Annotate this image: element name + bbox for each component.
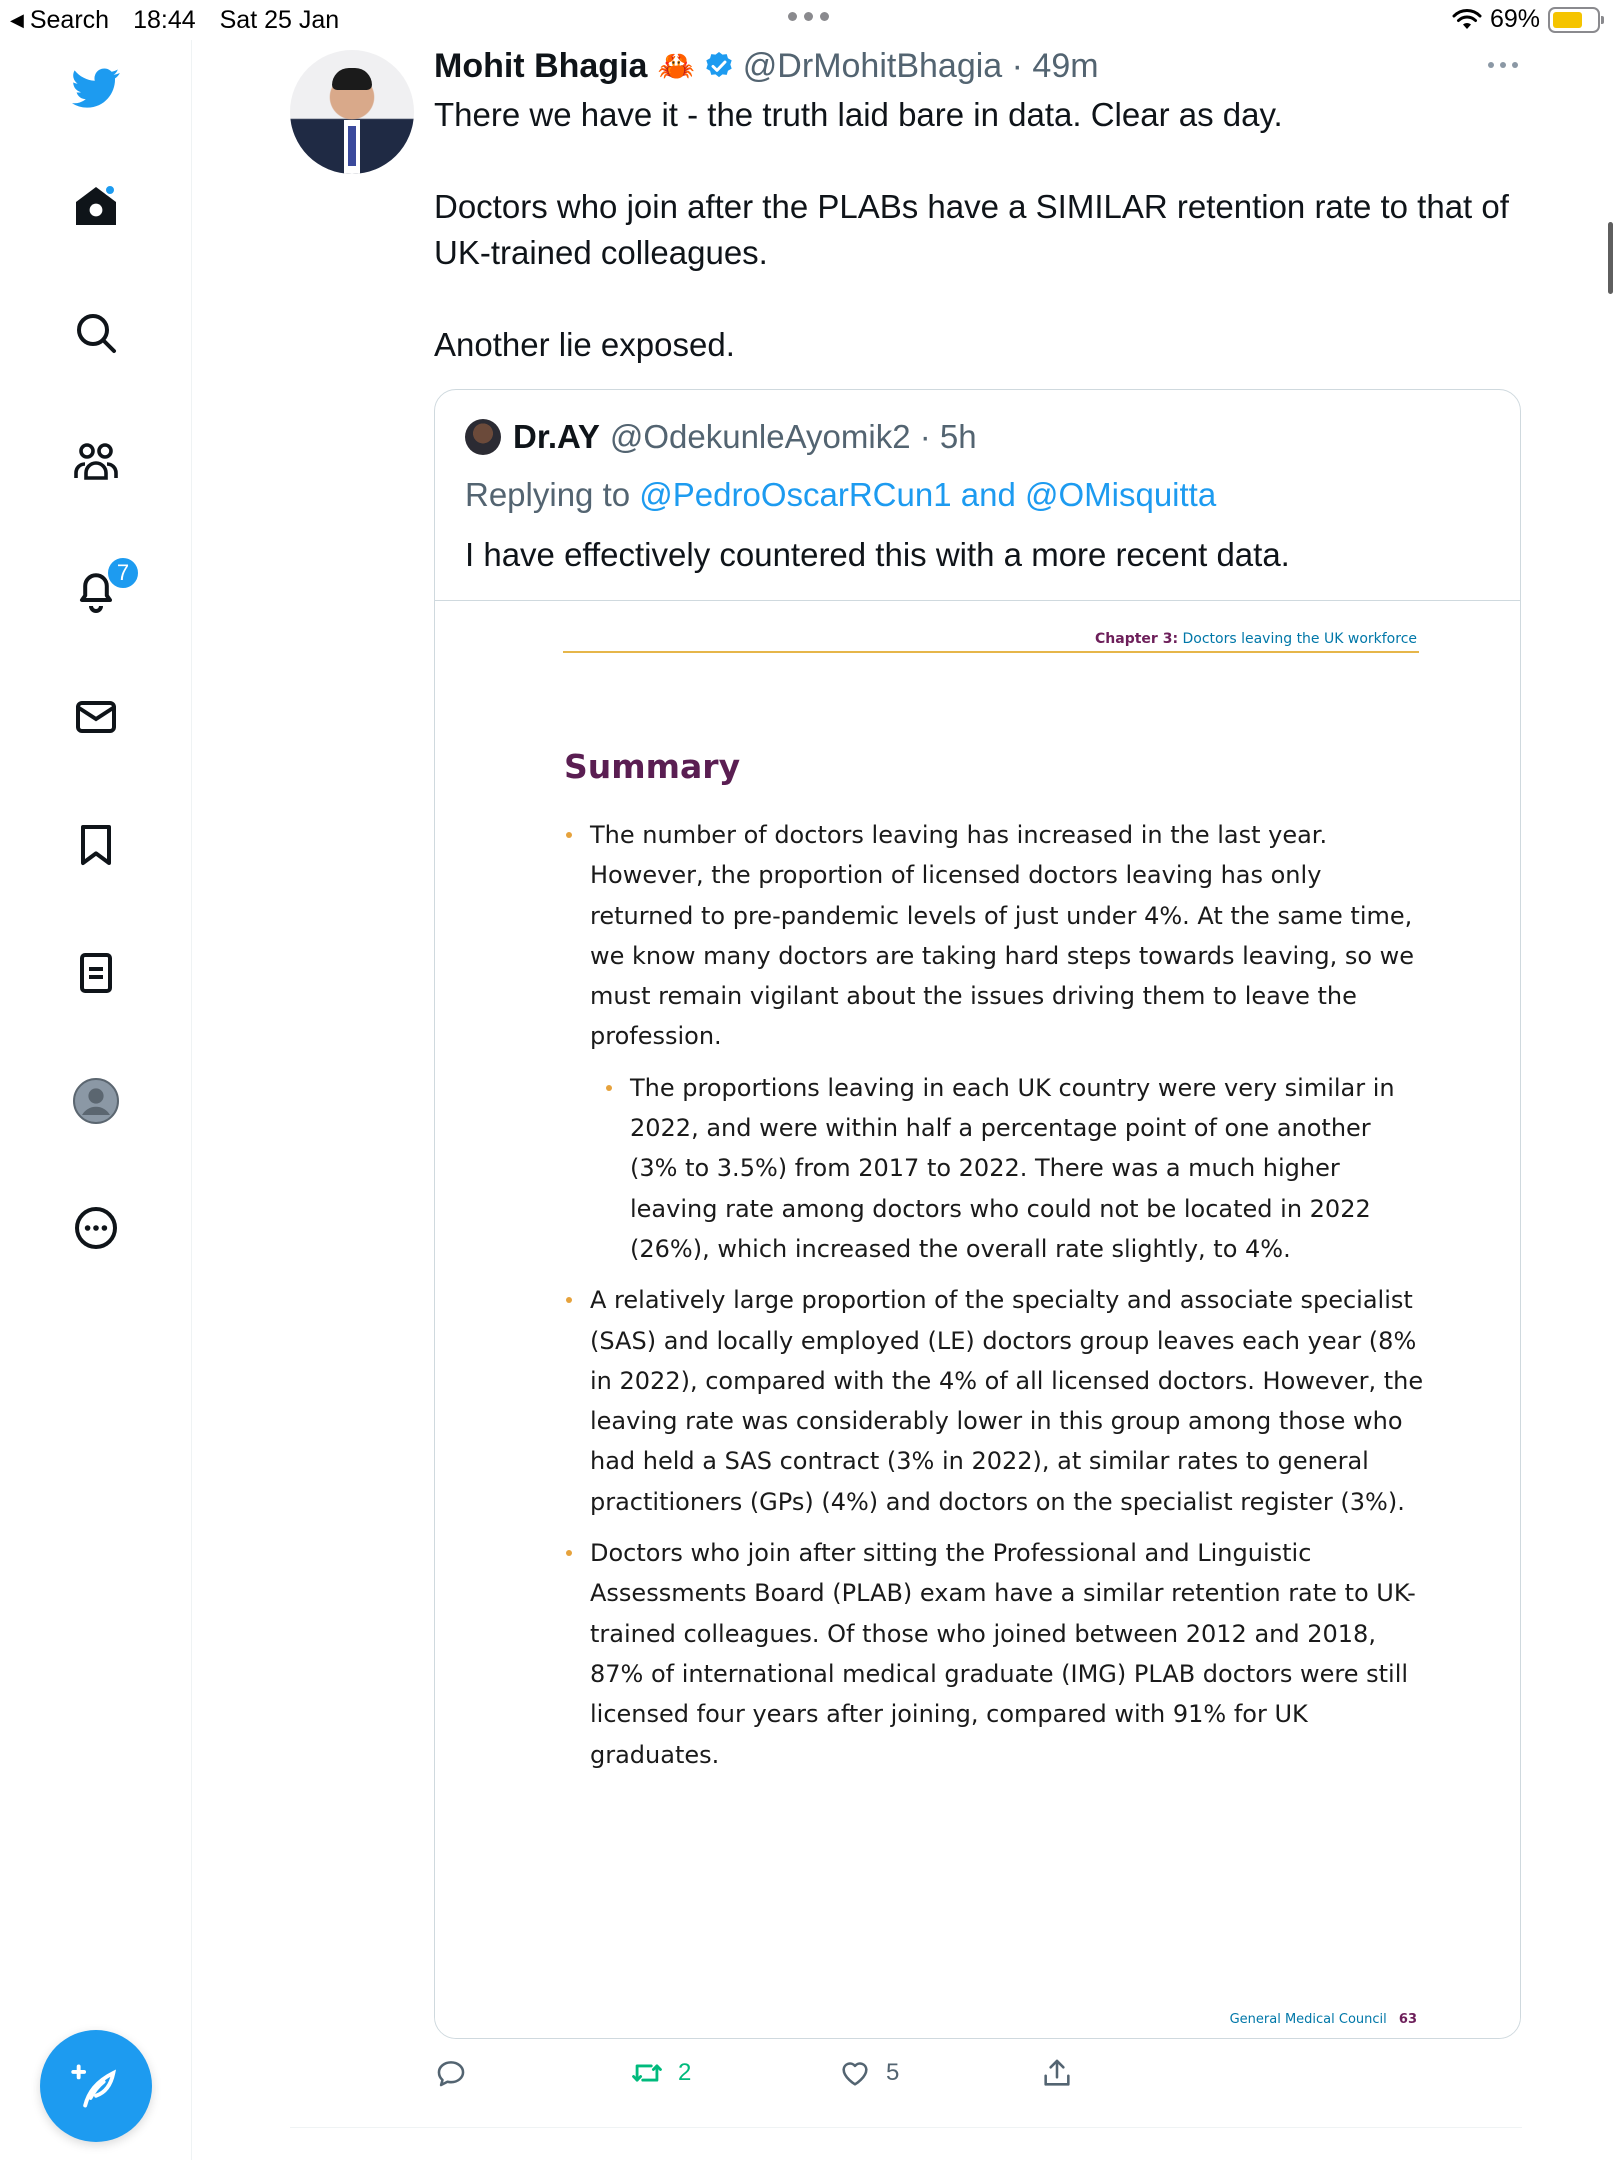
status-bar [0, 0, 1620, 40]
tweet-bottom-divider [290, 2127, 1522, 2128]
wifi-icon [1452, 8, 1482, 32]
doc-bullet-list [564, 815, 1424, 1786]
notifications-badge: 7 [106, 556, 140, 590]
status-time: 18:44 [133, 6, 196, 34]
share-button[interactable] [1040, 2056, 1074, 2090]
reply-icon [434, 2056, 468, 2090]
doc-bullet: The number of doctors leaving has increased in the last year. However, the proportion of licensed doctors leaving has only returned to pre-pandemic levels of just under 4%. At the same time, we know many doctors are taking hard steps towards leaving, so we must remain vigilant about the issues driving them to leave the profession. [564, 815, 1424, 1057]
battery-icon [1548, 7, 1600, 33]
doc-footer-org: General Medical Council [1229, 2012, 1387, 2027]
profile-icon[interactable] [70, 1075, 122, 1127]
back-to-search-link[interactable]: Search [29, 6, 110, 34]
notifications-icon[interactable] [70, 560, 130, 616]
replying-to-user-2[interactable]: @OMisquitta [1024, 476, 1217, 513]
quoted-author-handle-time: @OdekunleAyomik2 · 5h [609, 418, 977, 455]
tweet-text [434, 92, 1524, 368]
tweet-text-line: Another lie exposed. [434, 326, 735, 363]
quoted-tweet-header [465, 418, 977, 456]
retweet-button[interactable] [630, 2056, 691, 2090]
multitasking-dots-icon[interactable] [788, 12, 829, 21]
doc-bullet: A relatively large proportion of the specialty and associate specialist (SAS) and locally employed (LE) doctors group leaves each year (8% in 2022), compared with the 4% of all licensed doctors. However, the leaving rate was considerably lower in this group among those who had held a SAS contract (3% in 2022), at similar rates to general practitioners (GPs) (4%) and doctors on the specialist register (3%). [564, 1280, 1424, 1522]
doc-page-number: 63 [1398, 2012, 1417, 2027]
doc-footer [1230, 2012, 1417, 2027]
tweet-header [434, 46, 1099, 86]
author-handle-time[interactable]: @DrMohitBhagia · 49m [742, 46, 1099, 85]
doc-chapter-label: Chapter 3: [1095, 631, 1179, 647]
status-date: Sat 25 Jan [219, 6, 340, 34]
author-avatar[interactable] [290, 50, 414, 174]
tweet-text-line: There we have it - the truth laid bare in data. Clear as day. [434, 96, 1283, 133]
verified-badge-icon [703, 50, 735, 82]
replying-to-prefix: Replying to [465, 476, 631, 513]
quoted-author-name: Dr.AY [513, 418, 600, 455]
home-icon[interactable] [70, 180, 122, 232]
replying-to-user-1[interactable]: @PedroOscarRCun1 [639, 476, 952, 513]
bookmarks-icon[interactable] [70, 819, 122, 871]
more-icon[interactable] [70, 1202, 122, 1254]
doc-header-rule [563, 651, 1419, 653]
home-new-dot [104, 184, 116, 196]
doc-sub-bullet: The proportions leaving in each UK country were very similar in 2022, and were within half a percentage point of one another (3% to 3.5%) from 2017 to 2022. There was a much higher leaving rate among doctors who could not be located in 2022 (26%), which increased the overall rate slightly, to 4%. [604, 1068, 1424, 1269]
doc-chapter-title: Doctors leaving the UK workforce [1182, 631, 1417, 647]
retweet-count: 2 [678, 2059, 692, 2086]
quoted-tweet-text: I have effectively countered this with a more recent data. [465, 536, 1290, 573]
author-name[interactable]: Mohit Bhagia [434, 46, 648, 85]
doc-title: Summary [564, 747, 741, 786]
replying-to-and: and [960, 476, 1016, 513]
reply-button[interactable] [434, 2056, 468, 2090]
tweet-action-bar [434, 2056, 1524, 2100]
doc-chapter-header [1095, 631, 1417, 647]
messages-icon[interactable] [70, 691, 122, 743]
quoted-document-image[interactable] [435, 601, 1520, 2039]
sidebar-nav [0, 40, 192, 2160]
tweet-more-options-icon[interactable] [1488, 62, 1518, 68]
back-arrow-icon[interactable]: ◀ [10, 10, 24, 30]
avatar-tie [348, 126, 356, 166]
heart-icon [838, 2056, 872, 2090]
like-button[interactable] [838, 2056, 899, 2090]
quoted-author-avatar [465, 419, 501, 455]
author-emoji: 🦀 [657, 49, 695, 83]
doc-bullet: Doctors who join after sitting the Professional and Linguistic Assessments Board (PLAB) exam have a similar retention rate to UK-trained colleagues. Of those who joined between 2012 and 2018, 87% of international medical graduate (IMG) PLAB doctors were still licensed four years after joining, compared with 91% for UK graduates. [564, 1533, 1424, 1775]
compose-tweet-icon [70, 2060, 122, 2112]
battery-percent: 69% [1489, 5, 1540, 33]
communities-icon[interactable] [70, 436, 122, 488]
search-icon[interactable] [70, 307, 122, 359]
compose-tweet-button[interactable] [40, 2030, 152, 2142]
scrollbar[interactable] [1608, 222, 1613, 294]
avatar-hair [332, 68, 372, 90]
tweet-text-line: Doctors who join after the PLABs have a SIMILAR retention rate to that of UK-trained colleagues. [434, 188, 1509, 271]
share-icon [1040, 2056, 1074, 2090]
battery-fill [1553, 12, 1582, 28]
twitter-bird-icon[interactable] [70, 62, 122, 114]
like-count: 5 [886, 2059, 900, 2086]
retweet-icon [630, 2056, 664, 2090]
replying-to-line [465, 476, 1216, 514]
lists-icon[interactable] [70, 947, 122, 999]
quoted-tweet-card[interactable] [434, 389, 1521, 2039]
